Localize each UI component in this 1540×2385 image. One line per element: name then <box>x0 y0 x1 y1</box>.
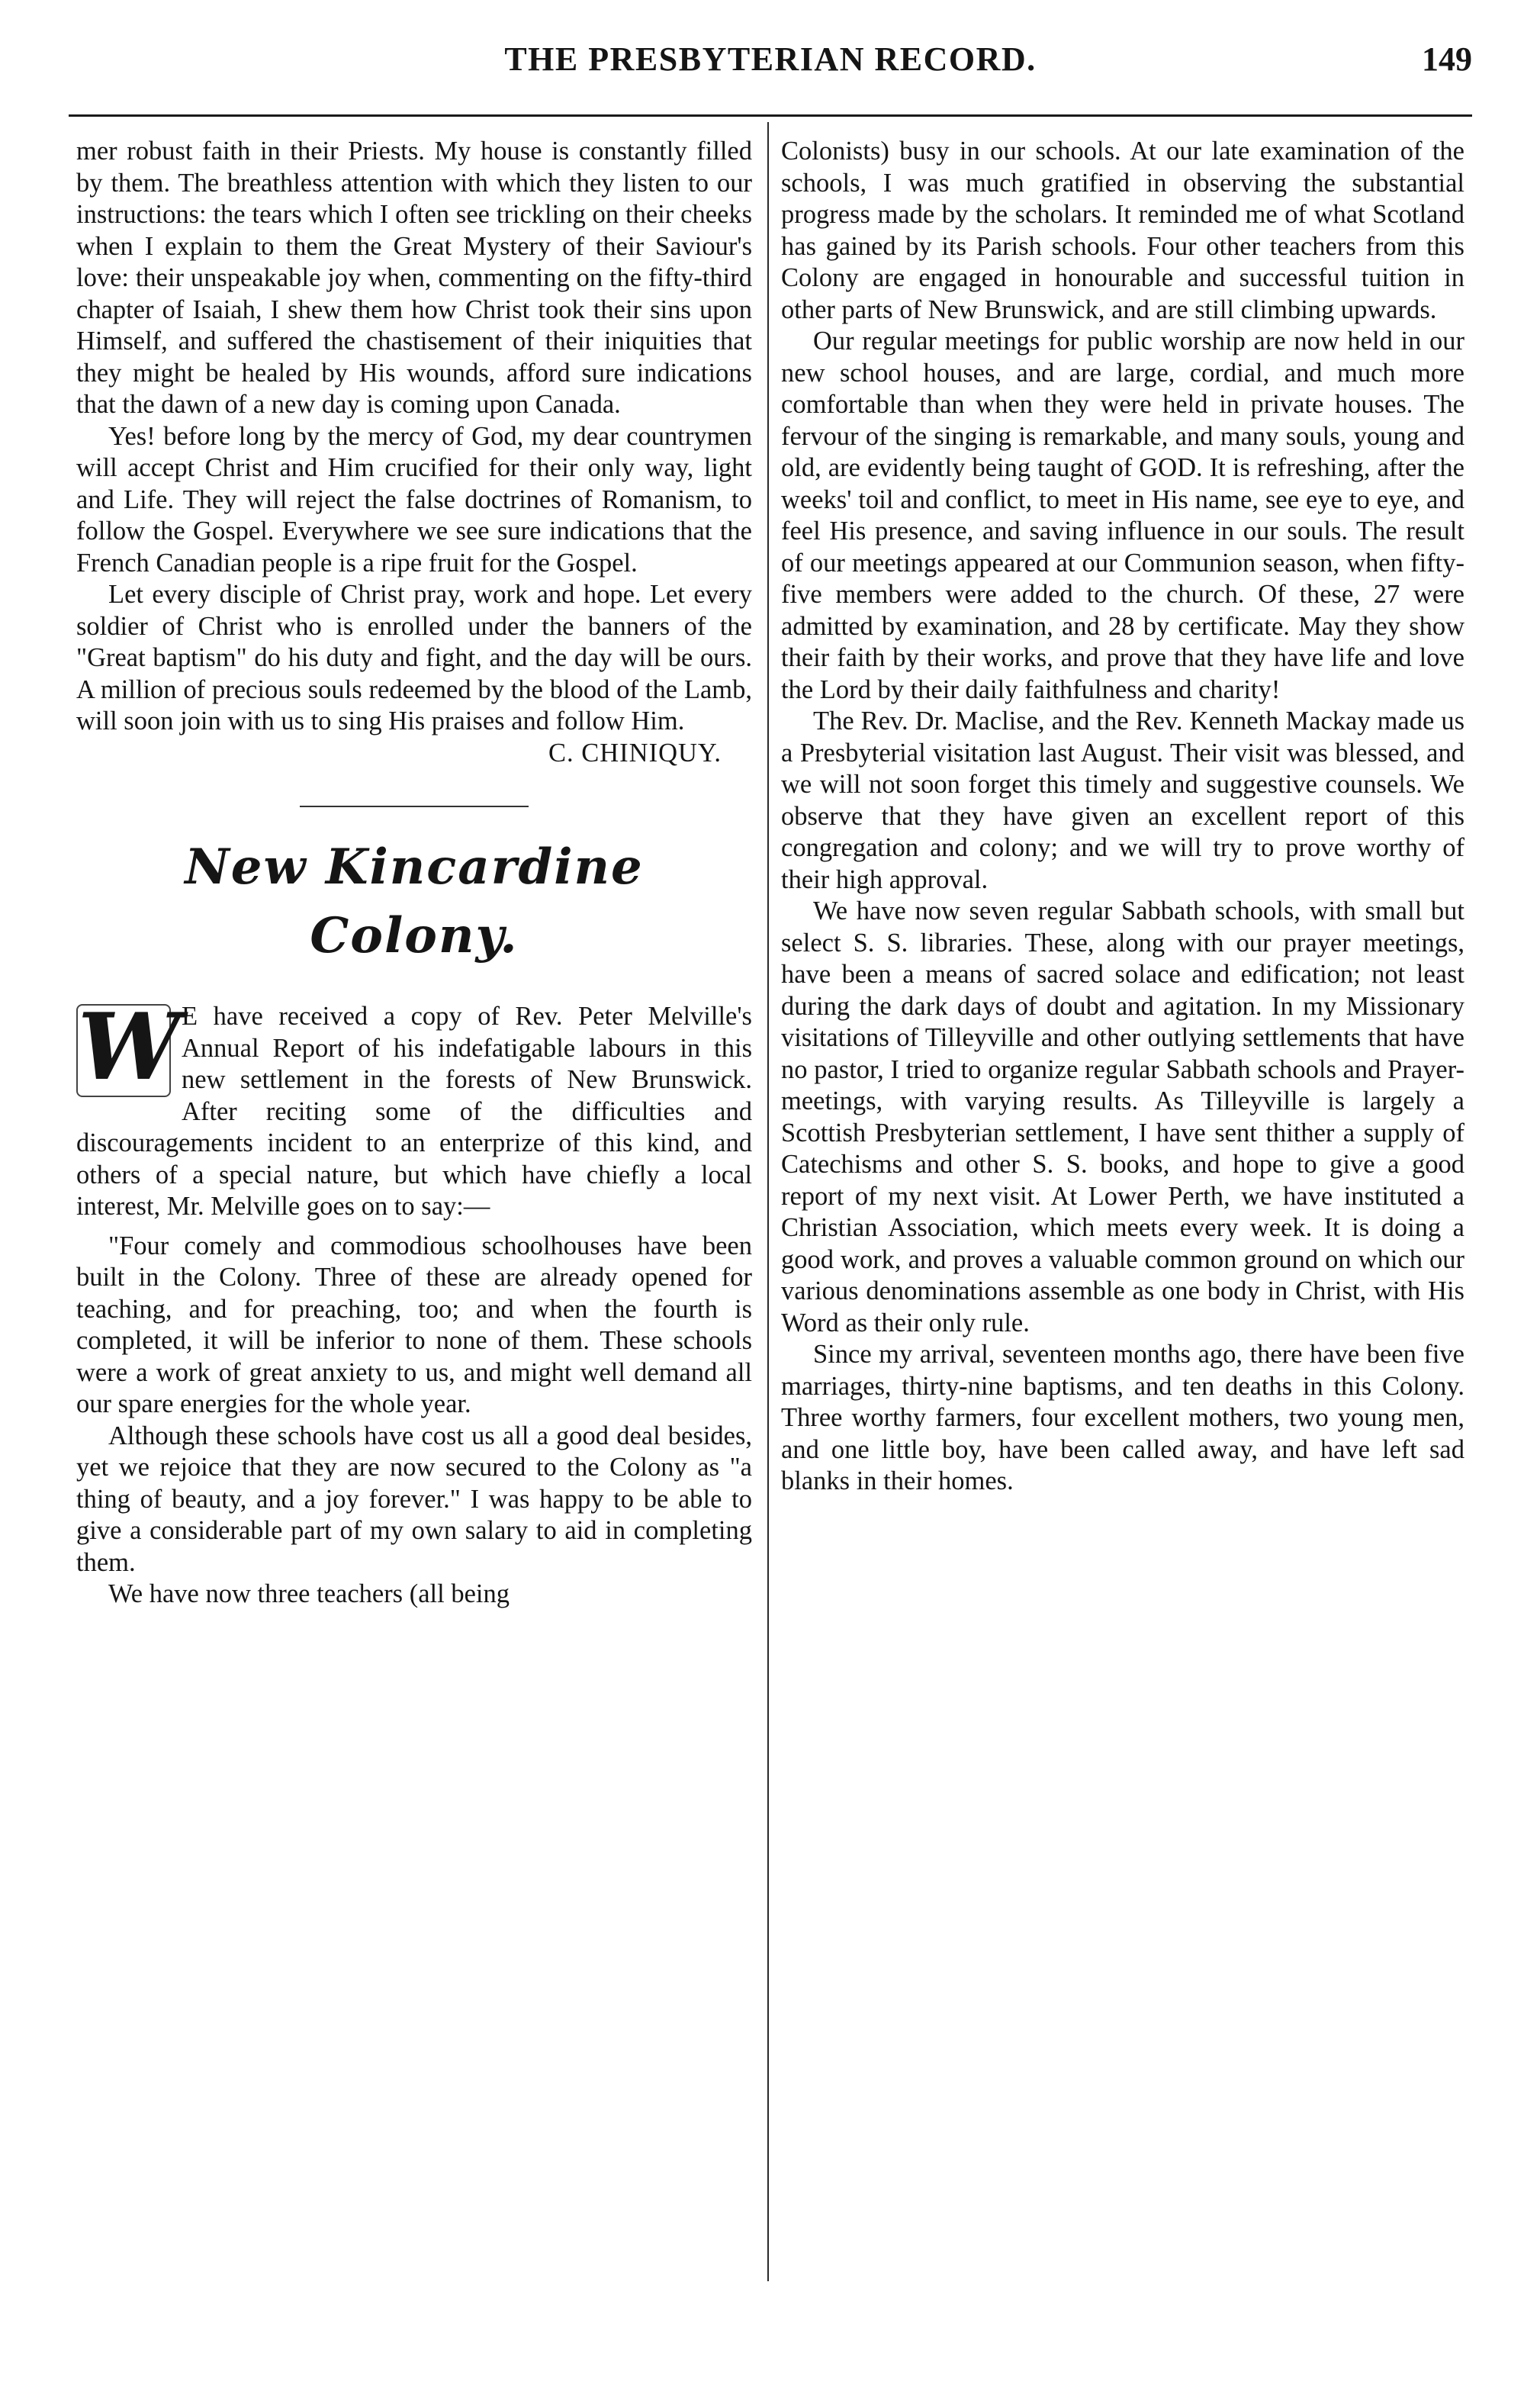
section-divider <box>300 806 529 807</box>
header-rule <box>69 114 1472 117</box>
paragraph: mer robust faith in their Priests. My house is constantly filled by them. The breathless attention with which they listen to our instructions: the tears which I often see trickling on their cheeks when I explain to them the Great Mystery of their Saviour's love: their unspeakable joy when, commenting on the fifty-third chapter of Isaiah, I shew them how Christ took their sins upon Himself, and suffered the chastisement of their iniquities that they might be healed by His wounds, afford sure indications that the dawn of a new day is coming upon Canada. <box>76 137 752 419</box>
page-number: 149 <box>1422 40 1472 78</box>
paragraph: We have now three teachers (all being <box>108 1579 510 1608</box>
paragraph: We have now seven regular Sabbath schools, with small but select S. S. libraries. These, along with our prayer meetings, have been a means of sacred solace and edification; not least during the dark days of doubt and agitation. In my Missionary visitations of Tilleyville and other outlying settlements that have no pastor, I tried to organize regular Sabbath schools and Prayer-meetings, with varying results. As Tilleyville is largely a Scottish Presbyterian settlement, I have sent thither a supply of Catechisms and other S. S. books, and hope to give a good report of my next visit. At Lower Perth, we have instituted a Christian Association, which meets every week. It is doing a good work, and proves a valuable common ground on which our various denominations assemble as one body in Christ, with His Word as their only rule. <box>781 896 1464 1337</box>
paragraph: Although these schools have cost us all a good deal besides, yet we rejoice that they are now secured to the Colony as "a thing of beauty, and a joy forever." I was happy to be able to give a considerable part of my own salary to aid in completing them. <box>76 1421 752 1577</box>
section-title: New Kincardine Colony. <box>185 838 644 964</box>
paragraph: Yes! before long by the mercy of God, my dear countrymen will accept Christ and Him crucified for their only way, light and Life. They will reject the false doctrines of Romanism, to follow the Gospel. Everywhere we see sure indications that the French Canadian people is a ripe fruit for the Gospel. <box>76 421 752 578</box>
column-divider <box>767 122 769 2281</box>
page-header <box>69 40 1472 101</box>
paragraph: Since my arrival, seventeen months ago, there have been five marriages, thirty-nine baptisms, and ten deaths in this Colony. Three worthy farmers, four excellent mothers, two young men, and one little boy, have been called away, and have left sad blanks in their homes. <box>781 1340 1464 1495</box>
journal-title: THE PRESBYTERIAN RECORD. <box>504 40 1037 78</box>
left-column <box>76 136 752 1611</box>
paragraph: "Four comely and commodious schoolhouses have been built in the Colony. Three of these are already opened for teaching, and for preaching, too; and when the fourth is completed, it will be inferior to none of them. These schools were a work of great anxiety to us, and might well demand all our spare energies for the whole year. <box>76 1231 752 1418</box>
paragraph: Let every disciple of Christ pray, work and hope. Let every soldier of Christ who is enrolled under the banners of the "Great baptism" do his duty and fight, and the day will be ours. A million of precious souls redeemed by the blood of the Lamb, will soon join with us to sing His praises and follow Him. <box>76 580 752 735</box>
article-opening <box>76 993 752 1223</box>
paragraph: E have received a copy of Rev. Peter Melville's Annual Report of his indefatigable labours in this new settlement in the forests of New Brunswick. After reciting some of the difficulties and discouragements incident to an enterprize of this kind, and others of a special nature, but which have chiefly a local interest, Mr. Melville goes on to say:— <box>76 1002 752 1221</box>
paragraph: Colonists) busy in our schools. At our late examination of the schools, I was much gratified in observing the substantial progress made by the scholars. It reminded me of what Scotland has gained by its Parish schools. Four other teachers from this Colony are engaged in honourable and successful tuition in other parts of New Brunswick, and are still climbing upwards. <box>781 137 1464 324</box>
right-column <box>781 136 1464 1498</box>
paragraph: The Rev. Dr. Maclise, and the Rev. Kenneth Mackay made us a Presbyterial visitation last August. Their visit was blessed, and we will not soon forget this timely and suggestive counsels. We observe that they have given an excellent report of this congregation and colony; and we will try to prove worthy of their high approval. <box>781 706 1464 894</box>
dropcap-letter: W <box>78 993 181 1101</box>
paragraph: Our regular meetings for public worship are now held in our new school houses, and are large, cordial, and much more comfortable than when they were held in private houses. The fervour of the singing is remarkable, and many souls, young and old, are evidently being taught of GOD. It is refreshing, after the weeks' toil and conflict, to meet in His name, see eye to eye, and feel His presence, and saving influence in our souls. The result of our meetings appeared at our Communion season, when fifty-five members were added to the church. Of these, 27 were admitted by examination, and 28 by certificate. May they show their faith by their works, and prove that they have life and love the Lord by their daily faithfulness and charity! <box>781 327 1464 704</box>
spacer <box>76 1223 752 1231</box>
author-signature: C. CHINIQUY. <box>548 738 722 768</box>
